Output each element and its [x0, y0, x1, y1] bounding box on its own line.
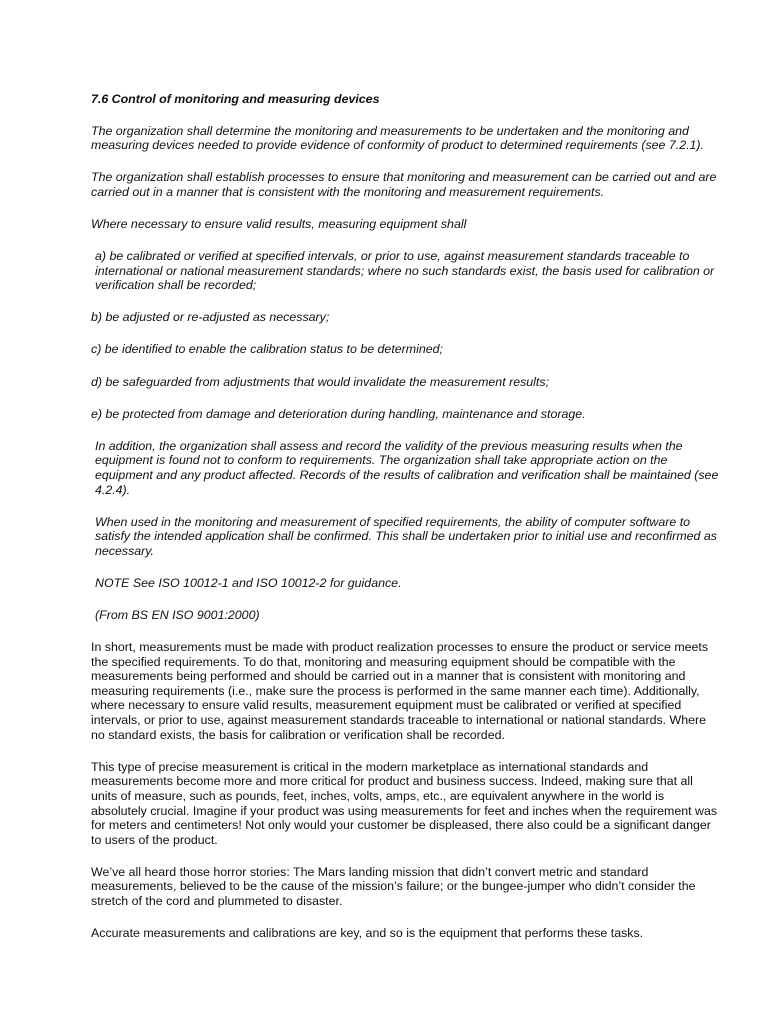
standard-item-a: a) be calibrated or verified at specified intervals, or prior to use, against measurement standards traceable to international or national measurement standards; where no such standards exist, the basis used for calibration or verification shall be recorded; [95, 249, 715, 293]
standard-item-e: e) be protected from damage and deterioration during handling, maintenance and storage. [91, 406, 586, 421]
standard-item-b: b) be adjusted or re-adjusted as necessary; [91, 310, 330, 325]
standard-paragraph-establish: The organization shall establish processes to ensure that monitoring and measurement can be carried out and are carried out in a manner that is consistent with the monitoring and measurement requirements. [91, 170, 717, 199]
standard-source: (From BS EN ISO 9001:2000) [95, 607, 260, 622]
commentary-paragraph-key: Accurate measurements and calibrations are key, and so is the equipment that performs these tasks. [91, 926, 644, 941]
section-heading: 7.6 Control of monitoring and measuring devices [91, 92, 380, 106]
commentary-paragraph-summary: In short, measurements must be made with product realization processes to ensure the product or service meets the specified requirements. To do that, monitoring and measuring equipment should be compatible with the measurements being performed and should be carried out in a manner that is consistent with monitoring and measuring requirements (i.e., make sure the process is performed in the same manner each time). Additionally, where necessary to ensure valid results, measurement equipment must be calibrated or verified at specified intervals, or prior to use, against measurement standards traceable to international or national standards. Where no standard exists, the basis for calibration or verification shall be recorded. [91, 640, 709, 742]
standard-item-d: d) be safeguarded from adjustments that would invalidate the measurement results; [91, 374, 550, 389]
commentary-paragraph-precision: This type of precise measurement is critical in the modern marketplace as international standards and measurements become more and more critical for product and business success. Indeed, making sure that all units of measure, such as pounds, feet, inches, volts, amps, etc., are equivalent anywhere in the world is absolutely crucial. Imagine if your product was using measurements for feet and inches when the requirement was for meters and centimeters! Not only would your customer be displeased, there also could be a significant danger to users of the product. [91, 759, 718, 847]
document-page [91, 92, 721, 958]
standard-note: NOTE See ISO 10012-1 and ISO 10012-2 for guidance. [95, 575, 402, 590]
standard-item-c: c) be identified to enable the calibration status to be determined; [91, 342, 443, 357]
standard-paragraph-determine: The organization shall determine the monitoring and measurements to be undertaken and the monitoring and measuring devices needed to provide evidence of conformity of product to determined requirements (see 7.2.1). [91, 123, 704, 153]
standard-paragraph-where-necessary: Where necessary to ensure valid results, measuring equipment shall [91, 216, 467, 231]
commentary-paragraph-horror-stories: We’ve all heard those horror stories: The Mars landing mission that didn’t convert metric and standard measurements, believed to be the cause of the mission’s failure; or the bungee-jumper who didn’t consider the stretch of the cord and plummeted to disaster. [91, 864, 696, 908]
standard-paragraph-in-addition: In addition, the organization shall assess and record the validity of the previous measuring results when the equipment is found not to conform to requirements. The organization shall take appropriate action on the equipment and any product affected. Records of the results of calibration and verification shall be maintained (see 4.2.4). [95, 438, 719, 497]
standard-paragraph-software: When used in the monitoring and measurement of specified requirements, the ability of computer software to satisfy the intended application shall be confirmed. This shall be undertaken prior to initial use and reconfirmed as necessary. [95, 514, 717, 558]
